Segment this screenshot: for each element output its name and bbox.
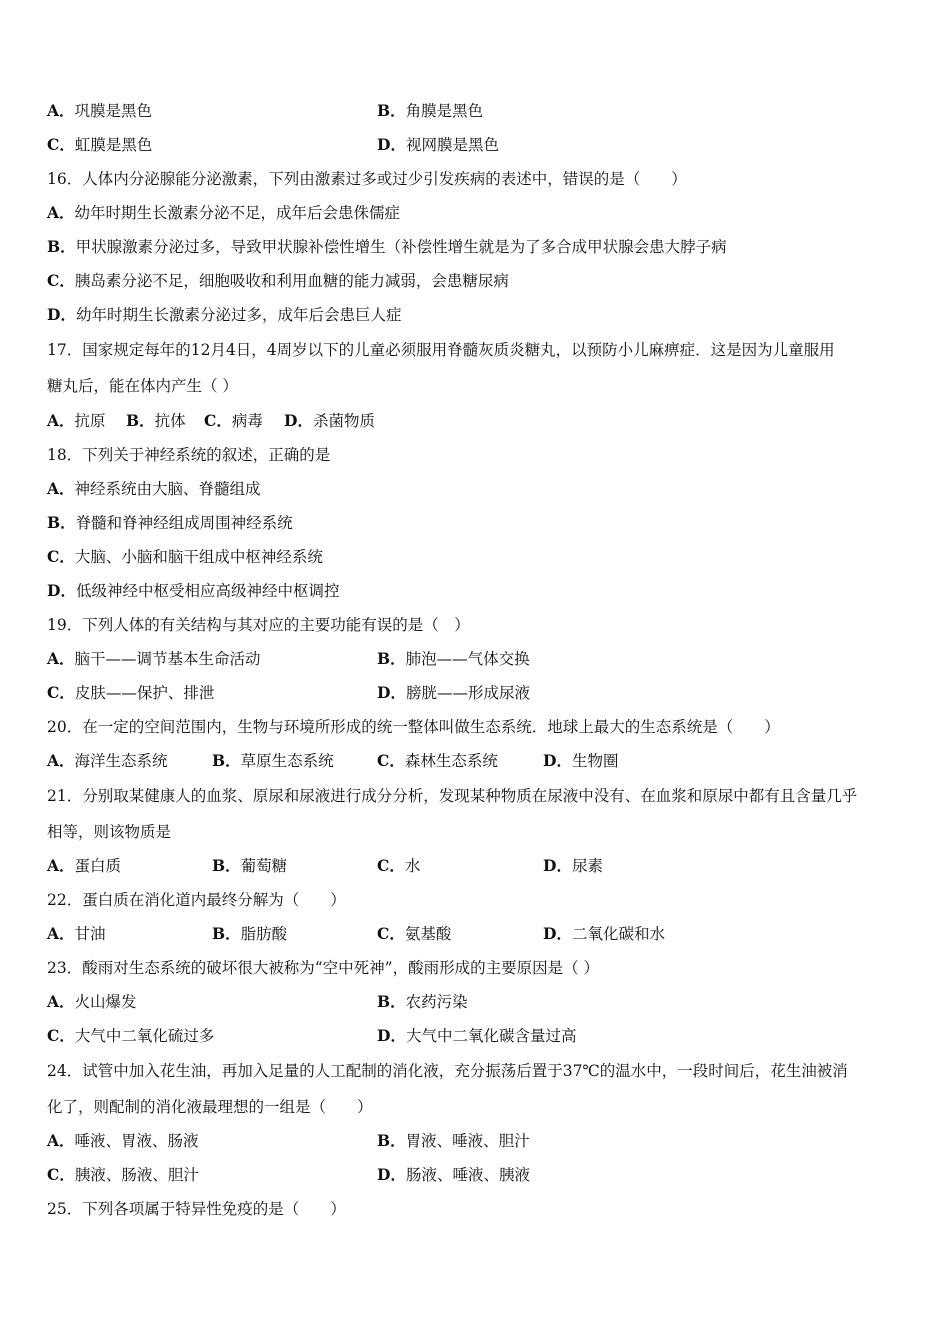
option-text: 脂肪酸 [240, 925, 288, 943]
option-text: 生物圈 [571, 752, 619, 770]
q18-stem: 18．下列关于神经系统的叙述，正确的是 [47, 446, 331, 464]
option-text: 幼年时期生长激素分泌过多，成年后会患巨人症 [75, 306, 402, 324]
q15-option-c [47, 135, 152, 155]
option-text: 病毒 [231, 412, 263, 430]
option-text: 胰液、肠液、胆汁 [74, 1166, 199, 1184]
option-text: 巩膜是黑色 [74, 102, 153, 120]
option-label: D． [543, 751, 572, 770]
q15-option-b [377, 101, 483, 121]
option-text: 唾液、胃液、肠液 [74, 1132, 199, 1150]
option-label: A． [47, 203, 75, 222]
q24-stem-line1: 24．试管中加入花生油，再加入足量的人工配制的消化液，充分振荡后置于37℃的温水中，一段时间后，花生油被消 [47, 1062, 848, 1080]
q24-stem-line2: 化了，则配制的消化液最理想的一组是（ ） [47, 1098, 373, 1116]
option-text: 蛋白质 [74, 857, 122, 875]
q24-option-a [47, 1131, 199, 1151]
option-text: 氨基酸 [404, 925, 452, 943]
option-text: 肠液、唾液、胰液 [405, 1166, 530, 1184]
q23-option-d [377, 1026, 576, 1046]
q19-option-c [47, 683, 214, 703]
q15-option-d [377, 135, 499, 155]
option-text: 脑干——调节基本生命活动 [74, 650, 261, 668]
q22-stem: 22．蛋白质在消化道内最终分解为（ ） [47, 891, 346, 909]
q17-stem-line2: 糖丸后，能在体内产生（ ） [47, 377, 238, 395]
option-label: A． [47, 649, 75, 668]
q22-option-a [47, 924, 106, 944]
option-text: 低级神经中枢受相应高级神经中枢调控 [75, 582, 340, 600]
q19-option-b [377, 649, 530, 669]
option-label: A． [47, 856, 75, 875]
q24-option-c [47, 1165, 199, 1185]
q17-option-a [47, 411, 106, 431]
option-label: A． [47, 992, 75, 1011]
option-text: 神经系统由大脑、脊髓组成 [74, 480, 261, 498]
option-text: 草原生态系统 [240, 752, 334, 770]
option-label: B． [47, 237, 76, 256]
q17-option-d [284, 411, 375, 431]
q16-option-c [47, 271, 509, 291]
option-label: D． [284, 411, 313, 430]
q16-option-b [47, 237, 727, 257]
option-text: 抗体 [154, 412, 186, 430]
option-text: 森林生态系统 [404, 752, 498, 770]
option-label: A． [47, 751, 75, 770]
q18-option-d [47, 581, 339, 601]
option-label: C． [47, 1165, 75, 1184]
option-text: 脊髓和脊神经组成周围神经系统 [75, 514, 293, 532]
option-label: B． [212, 751, 241, 770]
option-label: B． [377, 1131, 406, 1150]
q18-option-b [47, 513, 293, 533]
option-text: 皮肤——保护、排泄 [74, 684, 215, 702]
option-label: A． [47, 924, 75, 943]
option-text: 胰岛素分泌不足，细胞吸收和利用血糖的能力减弱，会患糖尿病 [74, 272, 509, 290]
option-text: 虹膜是黑色 [74, 136, 153, 154]
option-label: D． [543, 924, 572, 943]
option-label: B． [377, 649, 406, 668]
q21-option-a [47, 856, 121, 876]
q23-stem: 23．酸雨对生态系统的破坏很大被称为“空中死神”，酸雨形成的主要原因是（ ） [47, 959, 600, 977]
q25-stem: 25．下列各项属于特异性免疫的是（ ） [47, 1200, 346, 1218]
option-label: B． [212, 924, 241, 943]
q18-option-a [47, 479, 261, 499]
option-label: B． [212, 856, 241, 875]
option-text: 大脑、小脑和脑干组成中枢神经系统 [74, 548, 323, 566]
option-label: C． [204, 411, 232, 430]
option-text: 农药污染 [405, 993, 468, 1011]
option-text: 水 [404, 857, 421, 875]
option-label: C． [47, 1026, 75, 1045]
q21-stem-line2: 相等，则该物质是 [47, 823, 172, 841]
q17-option-c [204, 411, 263, 431]
q17-stem-line1: 17．国家规定每年的12月4日，4周岁以下的儿童必须服用脊髓灰质炎糖丸，以预防小儿麻痹症．这是因为儿童服用 [47, 341, 835, 359]
q17-option-b [126, 411, 186, 431]
option-text: 大气中二氧化碳含量过高 [405, 1027, 577, 1045]
option-text: 火山爆发 [74, 993, 137, 1011]
option-text: 尿素 [571, 857, 603, 875]
option-text: 幼年时期生长激素分泌不足，成年后会患侏儒症 [74, 204, 401, 222]
option-text: 海洋生态系统 [74, 752, 168, 770]
q18-option-c [47, 547, 323, 567]
q23-option-c [47, 1026, 214, 1046]
q21-option-b [212, 856, 287, 876]
option-label: B． [377, 992, 406, 1011]
option-text: 葡萄糖 [240, 857, 288, 875]
option-text: 二氧化碳和水 [571, 925, 665, 943]
option-label: A． [47, 479, 75, 498]
option-text: 膀胱——形成尿液 [405, 684, 530, 702]
q20-option-c [377, 751, 498, 771]
q20-stem: 20．在一定的空间范围内，生物与环境所形成的统一整体叫做生态系统．地球上最大的生态系统是（ ） [47, 718, 780, 736]
option-label: D． [377, 1165, 406, 1184]
option-label: B． [377, 101, 406, 120]
option-label: C． [377, 856, 405, 875]
q21-stem-line1: 21．分别取某健康人的血浆、原尿和尿液进行成分分析，发现某种物质在尿液中没有、在血浆和原尿中都有且含量几乎 [47, 787, 858, 805]
option-label: D． [47, 305, 76, 324]
option-label: C． [47, 547, 75, 566]
q16-stem: 16．人体内分泌腺能分泌激素，下列由激素过多或过少引发疾病的表述中，错误的是（ ） [47, 170, 687, 188]
option-label: D． [47, 581, 76, 600]
option-label: D． [377, 683, 406, 702]
option-label: A． [47, 1131, 75, 1150]
option-label: A． [47, 411, 75, 430]
q24-option-d [377, 1165, 530, 1185]
option-label: D． [377, 135, 406, 154]
q19-option-a [47, 649, 261, 669]
option-text: 甲状腺激素分泌过多，导致甲状腺补偿性增生（补偿性增生就是为了多合成甲状腺会患大脖子病 [75, 238, 727, 256]
option-label: B． [47, 513, 76, 532]
option-label: B． [126, 411, 155, 430]
option-text: 角膜是黑色 [405, 102, 484, 120]
q23-option-b [377, 992, 468, 1012]
option-label: C． [47, 683, 75, 702]
q20-option-d [543, 751, 618, 771]
q16-option-d [47, 305, 401, 325]
q20-option-b [212, 751, 334, 771]
q16-option-a [47, 203, 400, 223]
option-label: C． [47, 135, 75, 154]
q19-stem: 19．下列人体的有关结构与其对应的主要功能有误的是（ ） [47, 616, 470, 634]
q22-option-b [212, 924, 287, 944]
option-label: C． [47, 271, 75, 290]
q23-option-a [47, 992, 137, 1012]
option-label: D． [543, 856, 572, 875]
q20-option-a [47, 751, 168, 771]
option-text: 胃液、唾液、胆汁 [405, 1132, 530, 1150]
option-label: C． [377, 751, 405, 770]
q21-option-c [377, 856, 420, 876]
option-label: A． [47, 101, 75, 120]
option-label: C． [377, 924, 405, 943]
q22-option-c [377, 924, 451, 944]
option-text: 杀菌物质 [312, 412, 375, 430]
option-text: 甘油 [74, 925, 106, 943]
q15-option-a [47, 101, 152, 121]
option-label: D． [377, 1026, 406, 1045]
q19-option-d [377, 683, 530, 703]
q21-option-d [543, 856, 603, 876]
option-text: 抗原 [74, 412, 106, 430]
option-text: 大气中二氧化硫过多 [74, 1027, 215, 1045]
option-text: 肺泡——气体交换 [405, 650, 530, 668]
q24-option-b [377, 1131, 530, 1151]
q22-option-d [543, 924, 665, 944]
option-text: 视网膜是黑色 [405, 136, 499, 154]
